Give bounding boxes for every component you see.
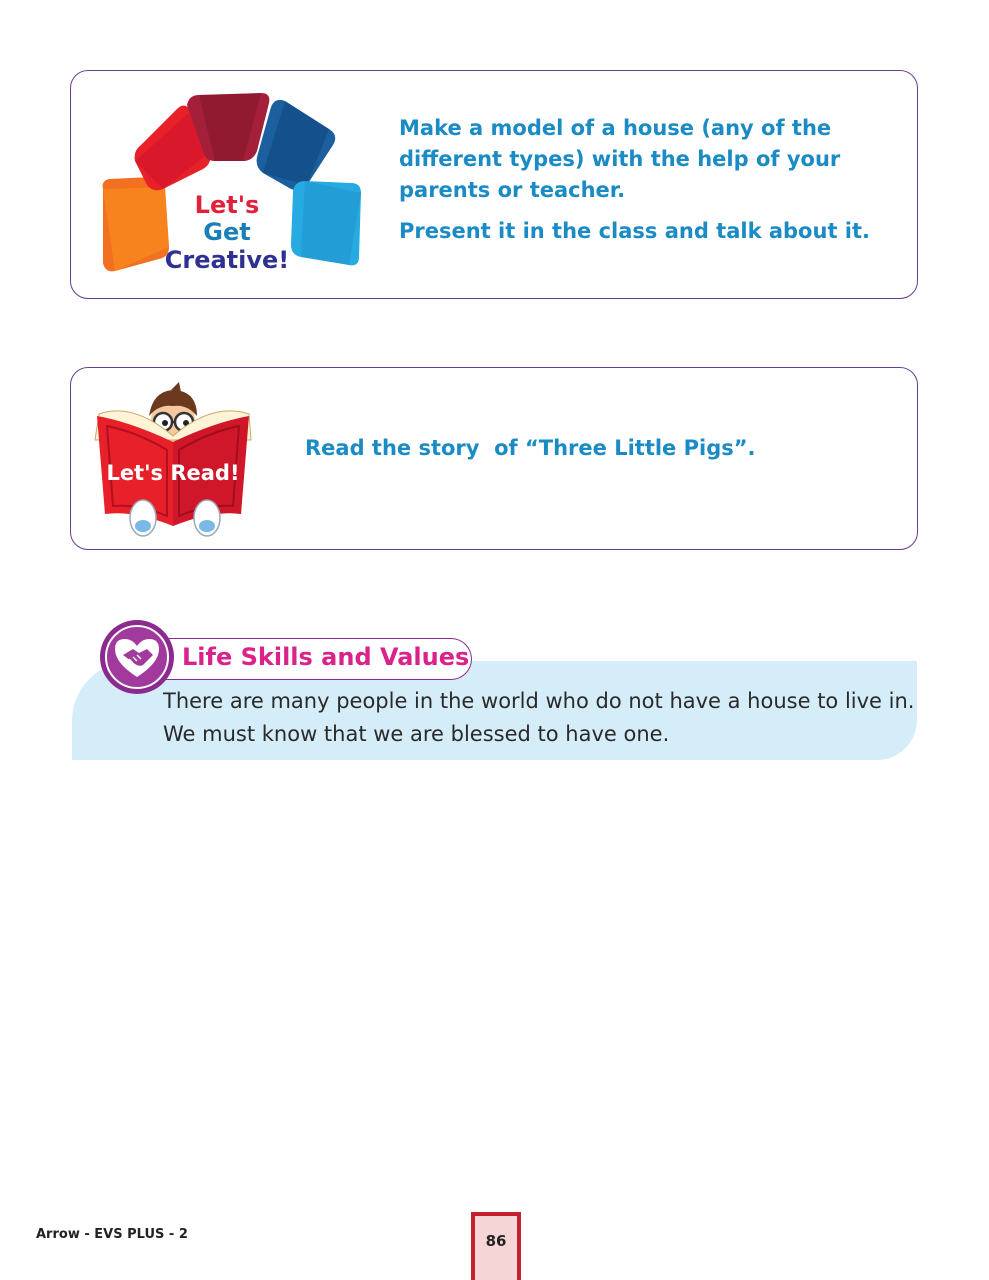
- reading-boy-icon: [83, 376, 263, 541]
- read-instruction: Read the story of “Three Little Pigs”.: [305, 436, 756, 460]
- heart-handshake-icon: [99, 619, 175, 695]
- book-title-footer: Arrow - EVS PLUS - 2: [36, 1227, 188, 1242]
- lets-read-box: [70, 367, 918, 550]
- creative-paragraph-2: Present it in the class and talk about it.: [399, 219, 871, 243]
- life-skills-title: Life Skills and Values: [182, 643, 470, 671]
- badge-line2: Get: [203, 218, 251, 246]
- creative-paragraph-1: Make a model of a house (any of the different types) with the help of your parents or teacher.: [399, 116, 841, 202]
- page-number-box: [471, 1212, 521, 1280]
- creative-instructions: [399, 113, 879, 247]
- lets-read-label: Let's Read!: [106, 461, 240, 485]
- life-skills-text: There are many people in the world who do not have a house to live in. We must know that we are blessed to have one.: [163, 689, 915, 746]
- badge-line1: Let's: [194, 191, 260, 219]
- badge-line3: Creative!: [164, 246, 290, 274]
- lets-get-creative-box: [70, 70, 918, 299]
- lets-get-creative-icon: [93, 89, 363, 279]
- page-number: 86: [485, 1232, 507, 1250]
